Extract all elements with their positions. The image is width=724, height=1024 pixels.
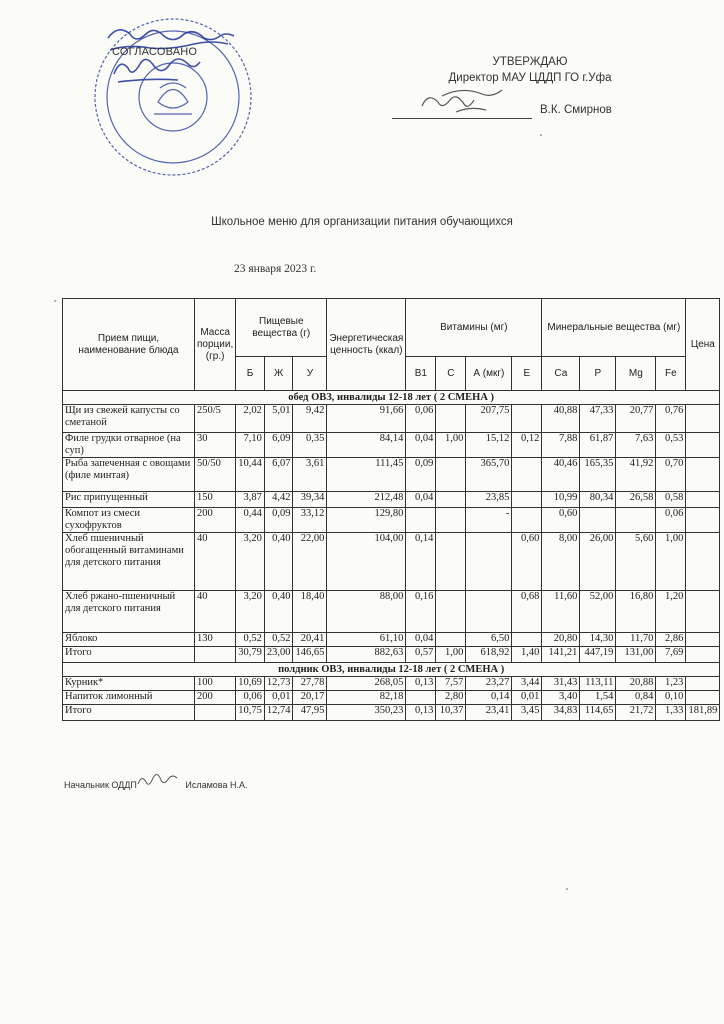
- table-cell: 20,17: [293, 691, 327, 705]
- table-cell: 0,53: [656, 433, 686, 458]
- table-cell: 0,70: [656, 458, 686, 492]
- table-cell: 150: [195, 492, 236, 508]
- table-cell: 7,10: [236, 433, 265, 458]
- table-cell: 11,60: [542, 591, 580, 633]
- table-cell: 0,04: [406, 492, 436, 508]
- table-cell: 47,95: [293, 705, 327, 721]
- table-cell: [512, 508, 542, 533]
- table-cell: [686, 405, 720, 433]
- table-cell: 20,88: [616, 677, 656, 691]
- table-cell: 146,65: [293, 647, 327, 663]
- table-cell: 0,40: [264, 533, 293, 591]
- dish-name: Напиток лимонный: [63, 691, 195, 705]
- table-cell: 114,65: [580, 705, 616, 721]
- table-cell: [436, 633, 466, 647]
- table-cell: 0,10: [656, 691, 686, 705]
- section-header-row: [63, 663, 720, 677]
- table-cell: [512, 492, 542, 508]
- table-cell: [195, 647, 236, 663]
- table-cell: 39,34: [293, 492, 327, 508]
- table-cell: 882,63: [327, 647, 406, 663]
- table-row: [63, 633, 720, 647]
- table-cell: 30: [195, 433, 236, 458]
- table-cell: 30,79: [236, 647, 265, 663]
- table-cell: 0,04: [406, 633, 436, 647]
- table-cell: 2,86: [656, 633, 686, 647]
- approve-title: УТВЕРЖДАЮ: [492, 56, 568, 68]
- table-cell: 0,57: [406, 647, 436, 663]
- table-cell: 52,00: [580, 591, 616, 633]
- signature-line: [392, 118, 532, 119]
- table-cell: 0,60: [542, 508, 580, 533]
- table-cell: 0,12: [512, 433, 542, 458]
- header-sub-a: А (мкг): [466, 357, 512, 391]
- header-sub-u: У: [293, 357, 327, 391]
- table-cell: 6,07: [264, 458, 293, 492]
- table-cell: [686, 508, 720, 533]
- table-cell: 212,48: [327, 492, 406, 508]
- table-cell: [406, 508, 436, 533]
- header-sub-fe: Fe: [656, 357, 686, 391]
- table-row: [63, 508, 720, 533]
- table-cell: 3,20: [236, 591, 265, 633]
- table-cell: 1,20: [656, 591, 686, 633]
- document-title: Школьное меню для организации питания обучающихся: [211, 216, 513, 228]
- table-row: [63, 533, 720, 591]
- table-cell: 1,54: [580, 691, 616, 705]
- approve-signer: В.К. Смирнов: [540, 104, 612, 116]
- table-cell: 350,23: [327, 705, 406, 721]
- header-sub-b: Б: [236, 357, 265, 391]
- table-cell: 3,87: [236, 492, 265, 508]
- table-cell: 0,14: [406, 533, 436, 591]
- table-cell: [436, 492, 466, 508]
- table-cell: 0,60: [512, 533, 542, 591]
- table-cell: 23,41: [466, 705, 512, 721]
- table-cell: 84,14: [327, 433, 406, 458]
- table-row: [63, 691, 720, 705]
- header-sub-ca: Са: [542, 357, 580, 391]
- section-header-row: [63, 391, 720, 405]
- table-cell: 10,99: [542, 492, 580, 508]
- table-cell: 113,11: [580, 677, 616, 691]
- scan-speck: [54, 300, 56, 302]
- table-cell: 33,12: [293, 508, 327, 533]
- table-cell: 47,33: [580, 405, 616, 433]
- table-cell: 181,89: [686, 705, 720, 721]
- table-cell: 12,73: [264, 677, 293, 691]
- table-cell: 40,46: [542, 458, 580, 492]
- table-cell: 3,44: [512, 677, 542, 691]
- round-stamp-seal: [88, 12, 258, 182]
- header-energy: Энергетическая ценность (ккал): [327, 299, 406, 391]
- scan-speck: [540, 134, 542, 136]
- table-cell: 0,01: [264, 691, 293, 705]
- table-cell: [686, 492, 720, 508]
- table-cell: 1,00: [436, 433, 466, 458]
- table-cell: [436, 508, 466, 533]
- table-cell: 447,19: [580, 647, 616, 663]
- table-cell: 0,14: [466, 691, 512, 705]
- dish-name: Итого: [63, 705, 195, 721]
- table-cell: 1,33: [656, 705, 686, 721]
- table-cell: 0,13: [406, 677, 436, 691]
- header-sub-p: Р: [580, 357, 616, 391]
- table-cell: 16,80: [616, 591, 656, 633]
- table-cell: 129,80: [327, 508, 406, 533]
- table-row: [63, 405, 720, 433]
- table-cell: 0,01: [512, 691, 542, 705]
- table-cell: 23,27: [466, 677, 512, 691]
- table-cell: 0,52: [264, 633, 293, 647]
- table-cell: 7,63: [616, 433, 656, 458]
- scan-speck: [566, 888, 568, 890]
- table-row: [63, 492, 720, 508]
- table-cell: [466, 533, 512, 591]
- table-cell: 91,66: [327, 405, 406, 433]
- table-cell: 40: [195, 591, 236, 633]
- table-cell: 1,23: [656, 677, 686, 691]
- table-cell: 27,78: [293, 677, 327, 691]
- menu-table-body: [63, 391, 720, 721]
- table-cell: 2,02: [236, 405, 265, 433]
- dish-name: Курник*: [63, 677, 195, 691]
- table-cell: 0,44: [236, 508, 265, 533]
- table-cell: [436, 405, 466, 433]
- table-cell: 111,45: [327, 458, 406, 492]
- dish-name: Яблоко: [63, 633, 195, 647]
- table-cell: 365,70: [466, 458, 512, 492]
- header-sub-b1: В1: [406, 357, 436, 391]
- table-cell: [436, 533, 466, 591]
- table-cell: 0,35: [293, 433, 327, 458]
- header-nutrients: Пищевые вещества (г): [236, 299, 327, 357]
- table-cell: 0,06: [236, 691, 265, 705]
- table-cell: 1,40: [512, 647, 542, 663]
- table-cell: 0,58: [656, 492, 686, 508]
- table-cell: [686, 677, 720, 691]
- table-cell: 20,41: [293, 633, 327, 647]
- header-vitamins: Витамины (мг): [406, 299, 542, 357]
- table-cell: 12,74: [264, 705, 293, 721]
- table-cell: 14,30: [580, 633, 616, 647]
- table-cell: 7,69: [656, 647, 686, 663]
- section-title: полдник ОВЗ, инвалиды 12-18 лет ( 2 СМЕНА ): [63, 663, 720, 677]
- table-cell: 9,42: [293, 405, 327, 433]
- header-price: Цена: [686, 299, 720, 391]
- dish-name: Рис припущенный: [63, 492, 195, 508]
- table-cell: 0,13: [406, 705, 436, 721]
- table-row: [63, 705, 720, 721]
- header-sub-c: С: [436, 357, 466, 391]
- table-cell: 31,43: [542, 677, 580, 691]
- table-cell: 5,60: [616, 533, 656, 591]
- table-cell: [686, 533, 720, 591]
- table-cell: [512, 458, 542, 492]
- table-cell: 200: [195, 691, 236, 705]
- table-cell: 200: [195, 508, 236, 533]
- table-cell: 3,45: [512, 705, 542, 721]
- table-cell: 618,92: [466, 647, 512, 663]
- dish-name: Хлеб ржано-пшеничный для детского питания: [63, 591, 195, 633]
- table-row: [63, 677, 720, 691]
- table-cell: 6,09: [264, 433, 293, 458]
- table-cell: 0,06: [656, 508, 686, 533]
- table-cell: 104,00: [327, 533, 406, 591]
- table-cell: 0,09: [264, 508, 293, 533]
- header-name: Прием пищи, наименование блюда: [63, 299, 195, 391]
- table-row: [63, 647, 720, 663]
- table-cell: 3,40: [542, 691, 580, 705]
- table-cell: 20,80: [542, 633, 580, 647]
- table-cell: 0,16: [406, 591, 436, 633]
- table-cell: 5,01: [264, 405, 293, 433]
- table-cell: 61,87: [580, 433, 616, 458]
- footer-name: Исламова Н.А.: [185, 780, 248, 790]
- table-cell: 22,00: [293, 533, 327, 591]
- table-cell: [686, 591, 720, 633]
- table-cell: 0,40: [264, 591, 293, 633]
- table-cell: 141,21: [542, 647, 580, 663]
- table-cell: [686, 433, 720, 458]
- table-cell: [686, 691, 720, 705]
- table-cell: [686, 633, 720, 647]
- table-cell: 0,76: [656, 405, 686, 433]
- approved-left-label: СОГЛАСОВАНО: [112, 46, 198, 58]
- table-cell: 61,10: [327, 633, 406, 647]
- table-cell: [512, 405, 542, 433]
- table-cell: 11,70: [616, 633, 656, 647]
- table-cell: 0,04: [406, 433, 436, 458]
- table-cell: 8,00: [542, 533, 580, 591]
- table-cell: 7,57: [436, 677, 466, 691]
- table-row: [63, 433, 720, 458]
- dish-name: Компот из смеси сухофруктов: [63, 508, 195, 533]
- dish-name: Итого: [63, 647, 195, 663]
- table-cell: 50/50: [195, 458, 236, 492]
- table-cell: 23,00: [264, 647, 293, 663]
- table-cell: 0,09: [406, 458, 436, 492]
- table-cell: 41,92: [616, 458, 656, 492]
- table-cell: 268,05: [327, 677, 406, 691]
- table-cell: 23,85: [466, 492, 512, 508]
- table-cell: 4,42: [264, 492, 293, 508]
- table-cell: -: [466, 508, 512, 533]
- table-cell: 207,75: [466, 405, 512, 433]
- dish-name: Хлеб пшеничный обогащенный витаминами для детского питания: [63, 533, 195, 591]
- header-mass: Масса порции, (гр.): [195, 299, 236, 391]
- table-cell: 0,84: [616, 691, 656, 705]
- table-cell: 0,68: [512, 591, 542, 633]
- header-sub-e: Е: [512, 357, 542, 391]
- table-row: [63, 458, 720, 492]
- table-cell: [616, 508, 656, 533]
- table-cell: 6,50: [466, 633, 512, 647]
- table-cell: 82,18: [327, 691, 406, 705]
- table-cell: [436, 591, 466, 633]
- table-cell: 26,00: [580, 533, 616, 591]
- table-cell: 15,12: [466, 433, 512, 458]
- table-cell: 34,83: [542, 705, 580, 721]
- table-cell: 10,69: [236, 677, 265, 691]
- footer-position: Начальник ОДДП: [64, 780, 137, 790]
- table-cell: [436, 458, 466, 492]
- table-cell: 40: [195, 533, 236, 591]
- table-cell: 88,00: [327, 591, 406, 633]
- table-row: [63, 591, 720, 633]
- header-sub-mg: Mg: [616, 357, 656, 391]
- table-cell: 250/5: [195, 405, 236, 433]
- menu-table: [62, 298, 720, 721]
- table-cell: 18,40: [293, 591, 327, 633]
- table-cell: 7,88: [542, 433, 580, 458]
- table-cell: 26,58: [616, 492, 656, 508]
- table-cell: 3,20: [236, 533, 265, 591]
- table-cell: [466, 591, 512, 633]
- approve-position: Директор МАУ ЦДДП ГО г.Уфа: [448, 72, 612, 84]
- dish-name: Щи из свежей капусты со сметаной: [63, 405, 195, 433]
- table-cell: [686, 458, 720, 492]
- table-cell: [686, 647, 720, 663]
- table-cell: [580, 508, 616, 533]
- table-cell: 2,80: [436, 691, 466, 705]
- table-cell: 1,00: [656, 533, 686, 591]
- table-cell: 10,75: [236, 705, 265, 721]
- dish-name: Рыба запеченная с овощами (филе минтая): [63, 458, 195, 492]
- table-cell: 165,35: [580, 458, 616, 492]
- table-cell: 100: [195, 677, 236, 691]
- table-cell: 80,34: [580, 492, 616, 508]
- table-cell: [512, 633, 542, 647]
- table-cell: 10,37: [436, 705, 466, 721]
- table-cell: 1,00: [436, 647, 466, 663]
- table-cell: [406, 691, 436, 705]
- table-cell: 10,44: [236, 458, 265, 492]
- header-minerals: Минеральные вещества (мг): [542, 299, 686, 357]
- document-date: 23 января 2023 г.: [234, 263, 317, 275]
- table-cell: 130: [195, 633, 236, 647]
- table-cell: 21,72: [616, 705, 656, 721]
- section-title: обед ОВЗ, инвалиды 12-18 лет ( 2 СМЕНА ): [63, 391, 720, 405]
- table-cell: 20,77: [616, 405, 656, 433]
- table-cell: [195, 705, 236, 721]
- table-cell: 40,88: [542, 405, 580, 433]
- header-sub-zh: Ж: [264, 357, 293, 391]
- table-cell: 131,00: [616, 647, 656, 663]
- director-signature: [412, 82, 532, 122]
- table-cell: 3,61: [293, 458, 327, 492]
- table-cell: 0,06: [406, 405, 436, 433]
- dish-name: Филе грудки отварное (на суп): [63, 433, 195, 458]
- footer-signature-scribble: [134, 770, 180, 790]
- table-cell: 0,52: [236, 633, 265, 647]
